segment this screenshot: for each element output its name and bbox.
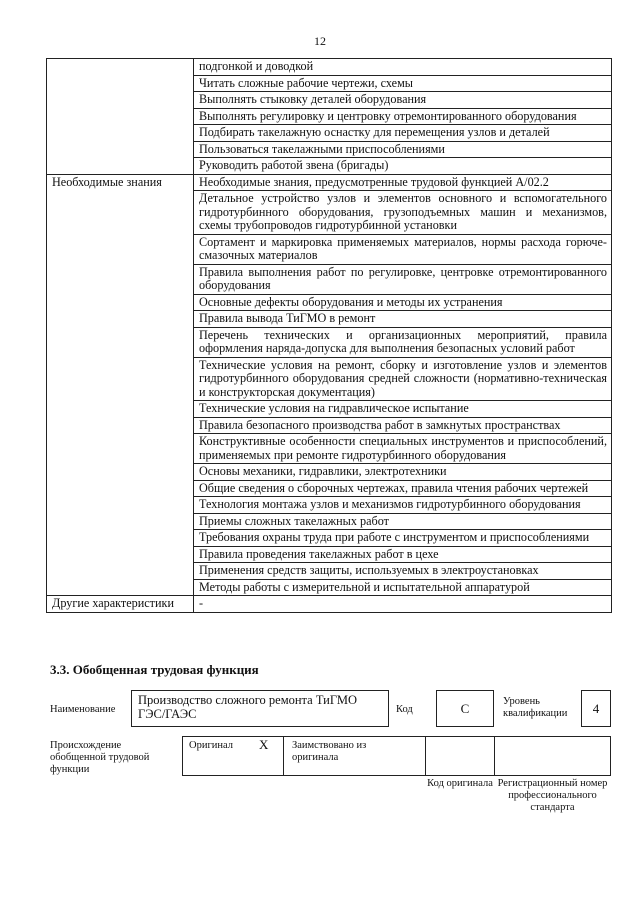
knowledge-item: Применения средств защиты, используемых в электроустановках: [194, 563, 612, 580]
skills-item: Пользоваться такелажными приспособлениями: [194, 141, 612, 158]
knowledge-item: Правила проведения такелажных работ в цехе: [194, 546, 612, 563]
function-name-value: Производство сложного ремонта ТиГМО ГЭС/ГАЭС: [138, 693, 358, 721]
origin-code-caption: Код оригинала: [427, 778, 493, 789]
code-box: [436, 690, 494, 727]
skills-item: Читать сложные рабочие чертежи, схемы: [194, 75, 612, 92]
original-mark: Х: [259, 737, 269, 752]
knowledge-item: Правила безопасного производства работ в замкнутых пространствах: [194, 417, 612, 434]
knowledge-item: Необходимые знания, предусмотренные трудовой функцией А/02.2: [194, 174, 612, 191]
knowledge-label-cell: Необходимые знания: [47, 174, 194, 596]
knowledge-item: Методы работы с измерительной и испытательной аппаратурой: [194, 579, 612, 596]
knowledge-item: Детальное устройство узлов и элементов основного и вспомогательного гидротурбинного оборудования, грузоподъемных машин и механизмов, схемы трубопроводов гидротурбинной установки: [194, 191, 612, 235]
page-number: 12: [314, 34, 326, 48]
borrowed-cell: [283, 736, 426, 776]
reg-number-cell: [494, 736, 611, 776]
knowledge-item: Сортамент и маркировка применяемых материалов, нормы расхода горюче-смазочных материалов: [194, 234, 612, 264]
skills-item: Подбирать такелажную оснастку для перемещения узлов и деталей: [194, 125, 612, 142]
code-label: Код: [396, 704, 413, 715]
function-name-box: [131, 690, 389, 727]
code-value: С: [460, 700, 470, 716]
knowledge-item: Технология монтажа узлов и механизмов гидротурбинного оборудования: [194, 497, 612, 514]
section-heading: 3.3. Обобщенная трудовая функция: [50, 662, 259, 677]
original-cell: [182, 736, 284, 776]
name-label: Наименование: [50, 704, 116, 715]
knowledge-item: Требования охраны труда при работе с инструментом и приспособлениями: [194, 530, 612, 547]
knowledge-item: Основы механики, гидравлики, электротехники: [194, 464, 612, 481]
knowledge-item: Правила выполнения работ по регулировке, центровке отремонтированного оборудования: [194, 264, 612, 294]
original-label: Оригинал: [189, 740, 233, 751]
knowledge-item: Общие сведения о сборочных чертежах, правила чтения рабочих чертежей: [194, 480, 612, 497]
reg-number-caption: Регистрационный номер профессионального стандарта: [497, 778, 608, 813]
knowledge-item: Правила вывода ТиГМО в ремонт: [194, 311, 612, 328]
other-row: [47, 596, 612, 613]
knowledge-item: Перечень технических и организационных мероприятий, правила оформления наряда-допуска для выполнения безопасных условий работ: [194, 327, 612, 357]
other-item: -: [194, 596, 612, 613]
level-value: 4: [592, 700, 600, 716]
skills-label-cell: [47, 59, 194, 175]
level-label: Уровень квалификации: [503, 696, 568, 719]
other-label-cell: Другие характеристики: [47, 596, 194, 613]
skills-item: подгонкой и доводкой: [194, 59, 612, 76]
skills-row: [47, 59, 612, 76]
knowledge-item: Технические условия на гидравлическое испытание: [194, 401, 612, 418]
level-box: [581, 690, 611, 727]
origin-code-cell: [425, 736, 495, 776]
knowledge-item: Приемы сложных такелажных работ: [194, 513, 612, 530]
skills-item: Выполнять стыковку деталей оборудования: [194, 92, 612, 109]
skills-item: Выполнять регулировку и центровку отремонтированного оборудования: [194, 108, 612, 125]
skills-item: Руководить работой звена (бригады): [194, 158, 612, 175]
knowledge-item: Основные дефекты оборудования и методы их устранения: [194, 294, 612, 311]
origin-label: Происхождение обобщенной трудовой функции: [50, 740, 150, 775]
knowledge-item: Технические условия на ремонт, сборку и изготовление узлов и элементов гидротурбинного оборудования средней сложности (нормативно-техническая и конструкторская документация): [194, 357, 612, 401]
requirements-table: [46, 58, 612, 613]
knowledge-row: [47, 174, 612, 191]
borrowed-label: Заимствовано из оригинала: [292, 740, 367, 763]
knowledge-item: Конструктивные особенности специальных инструментов и приспособлений, применяемых при ремонте гидротурбинного оборудования: [194, 434, 612, 464]
